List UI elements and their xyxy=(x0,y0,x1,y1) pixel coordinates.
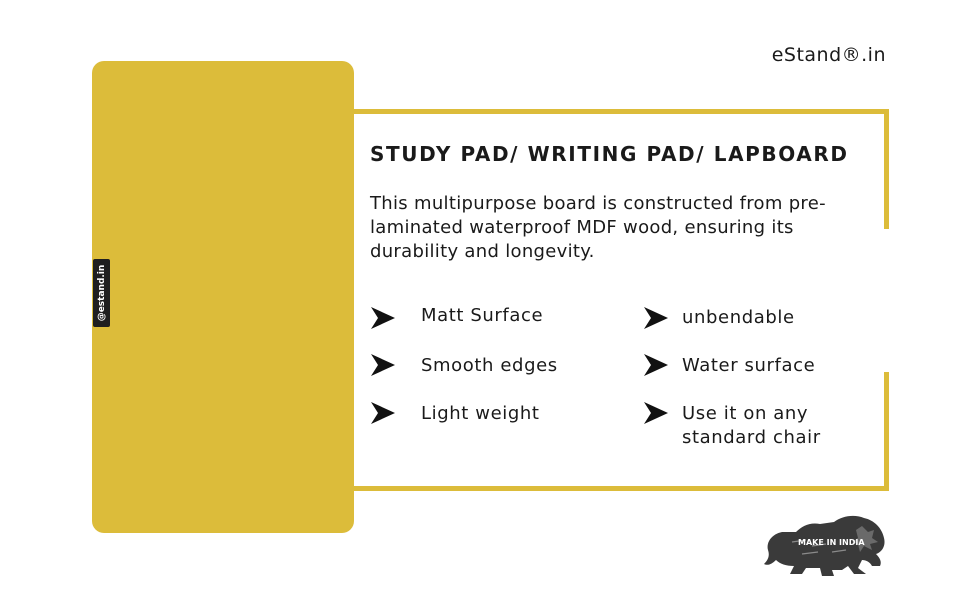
make-in-india-logo xyxy=(762,512,890,580)
feature-item: Matt Surface xyxy=(421,305,544,326)
arrow-right-icon xyxy=(370,306,396,330)
product-description: This multipurpose board is constructed from pre-laminated waterproof MDF wood, ensuring its durability and longevity. xyxy=(370,193,826,262)
arrow-right-icon xyxy=(643,306,669,330)
arrow-right-icon xyxy=(643,401,669,425)
arrow-right-icon xyxy=(643,353,669,377)
arrow-right-icon xyxy=(370,353,396,377)
frame-border-top xyxy=(354,109,889,114)
feature-item: unbendable xyxy=(682,307,795,328)
frame-border-bottom xyxy=(354,486,889,491)
feature-item: Light weight xyxy=(421,403,540,424)
pad-brand-label xyxy=(93,259,110,327)
frame-border-right-top xyxy=(884,109,889,229)
feature-item: Water surface xyxy=(682,355,816,376)
pad-brand-label-text: @estand.in xyxy=(96,264,107,322)
feature-item: Smooth edges xyxy=(421,355,558,376)
frame-border-right-bottom xyxy=(884,372,889,491)
arrow-right-icon xyxy=(370,401,396,425)
brand-name: eStand®.in xyxy=(771,44,886,66)
feature-item: Use it on any standard chair xyxy=(682,403,821,448)
make-in-india-text: MAKE IN INDIA xyxy=(798,538,865,547)
study-pad-image xyxy=(92,61,354,533)
product-title: STUDY PAD/ WRITING PAD/ LAPBOARD xyxy=(370,142,849,166)
